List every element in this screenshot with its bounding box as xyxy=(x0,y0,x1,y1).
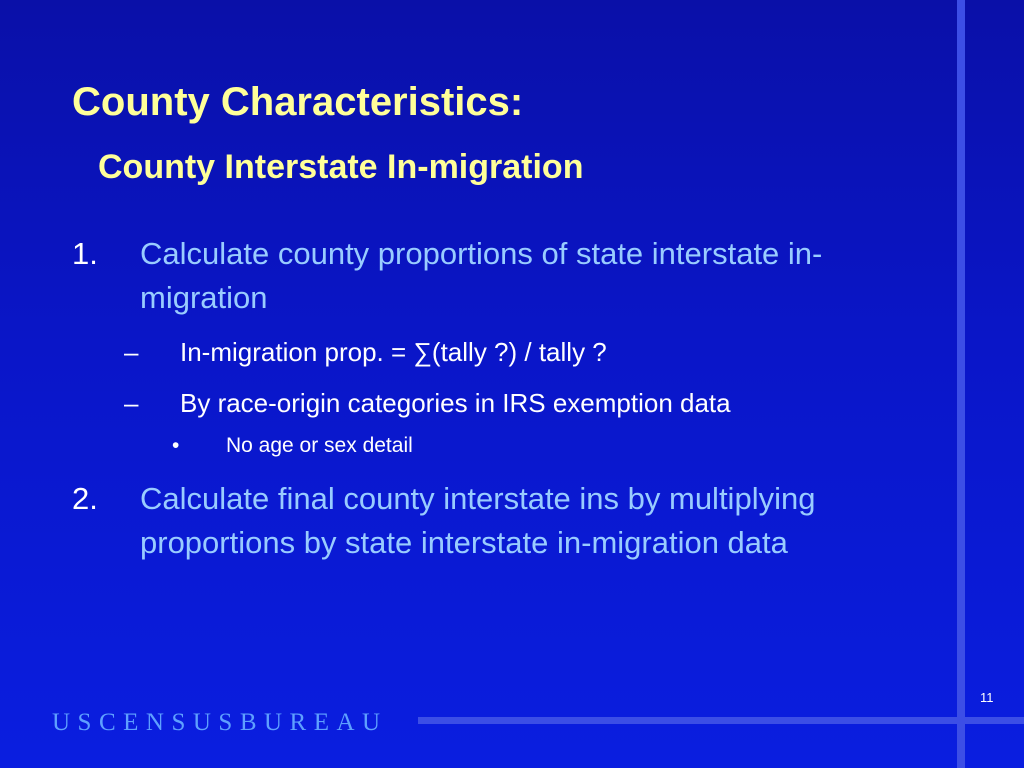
sub-sub-bullet-item xyxy=(172,431,413,461)
horizontal-accent-line xyxy=(418,717,1024,724)
bullet-text: Calculate county proportions of state interstate in-migration xyxy=(140,236,823,315)
page-number: 11 xyxy=(980,690,994,705)
bullet-dot-icon: • xyxy=(172,434,180,457)
sub-bullet-item xyxy=(124,385,940,421)
sub-bullet-text: In-migration prop. = ∑(tally ?) / tally ? xyxy=(180,337,607,367)
bullet-item-2 xyxy=(72,477,900,565)
sub-bullet-item xyxy=(124,334,940,370)
census-bureau-logo: USCENSUSBUREAU xyxy=(52,709,388,736)
bullet-text: Calculate final county interstate ins by multiplying proportions by state interstate in-migration data xyxy=(140,481,816,560)
bullet-number: 1. xyxy=(72,236,98,271)
sub-bullet-text: By race-origin categories in IRS exemption data xyxy=(180,388,731,418)
slide-title: County Characteristics: xyxy=(72,80,524,124)
bullet-number: 2. xyxy=(72,481,98,516)
bullet-item-1 xyxy=(72,232,900,320)
slide-subtitle: County Interstate In-migration xyxy=(98,148,584,186)
vertical-accent-line xyxy=(957,0,965,768)
dash-marker: – xyxy=(124,388,139,418)
dash-marker: – xyxy=(124,337,139,367)
sub-sub-bullet-text: No age or sex detail xyxy=(226,434,413,457)
